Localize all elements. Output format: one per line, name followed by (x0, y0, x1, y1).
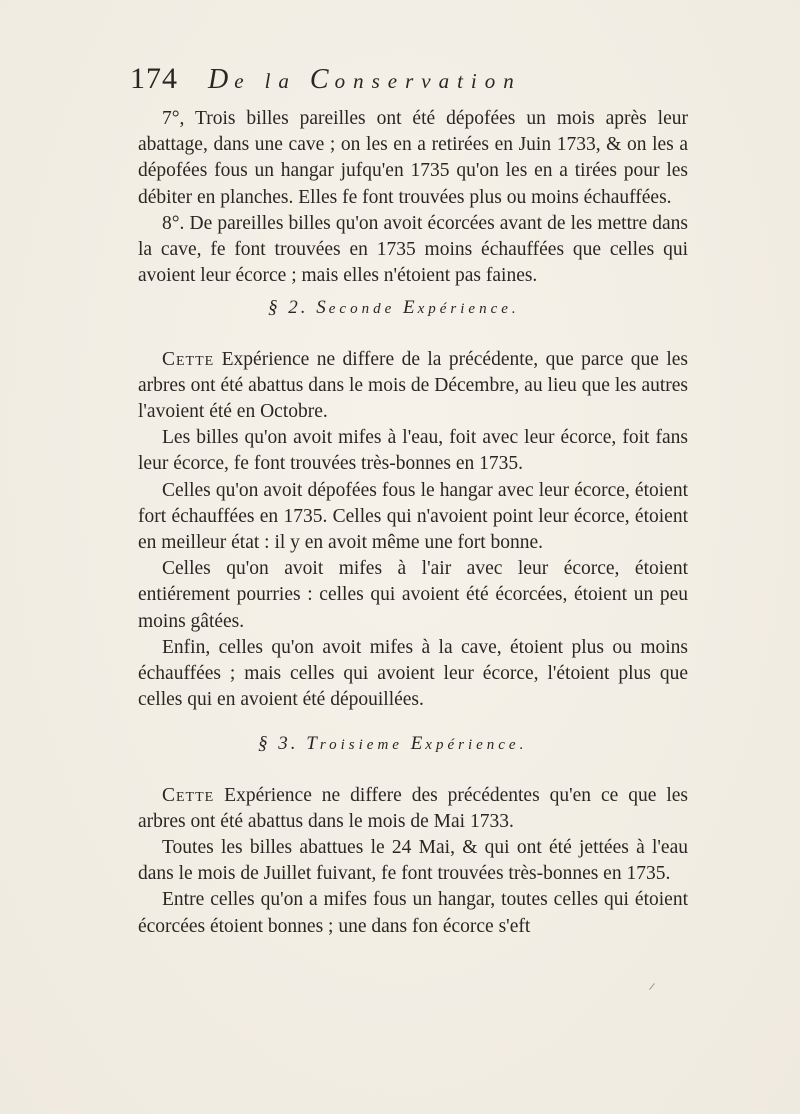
section-heading-3: § 3. Troisieme Expérience. (258, 733, 528, 755)
page-number: 174 (130, 62, 178, 95)
paragraph-s2-cave: Enfin, celles qu'on avoit mifes à la cave, étoient plus ou moins échauffées ; mais celles qui avoient leur écorce, l'étoient plus que celles qui en avoient été dépouillées. (138, 636, 688, 711)
paragraph-8: 8°. De pareilles billes qu'on avoit écorcées avant de les mettre dans la cave, fe font trouvées en 1735 moins échauffées que celles qui avoient leur écorce ; mais elles n'étoient pas faines. (138, 212, 688, 287)
text-body (138, 106, 688, 940)
paragraph-s3-intro: Cette Expérience ne differe des précédentes qu'en ce que les arbres ont été abattus dans le mois de Mai 1733. (138, 784, 688, 832)
paragraph-s3-hangar: Entre celles qu'on a mifes fous un hangar, toutes celles qui étoient écorcées étoient bonnes ; une dans fon écorce s'eft (138, 889, 688, 937)
paragraph-s2-intro: Cette Expérience ne differe de la précédente, que parce que les arbres ont été abattus dans le mois de Décembre, au lieu que les autres l'avoient été en Octobre. (138, 348, 688, 423)
paragraph-7: 7°, Trois billes pareilles ont été dépofées un mois après leur abattage, dans une cave ; on les en a retirées en Juin 1733, & on les a dépofées fous un hangar jufqu'en 1735 qu'on les en a tirées pour les débiter en planches. Elles fe font trouvées plus ou moins échauffées. (138, 108, 688, 208)
section-heading-2: § 2. Seconde Expérience. (268, 297, 520, 319)
running-title: De la Conservation (208, 64, 522, 95)
paragraph-s2-air: Celles qu'on avoit mifes à l'air avec leur écorce, étoient entiérement pourries : celles qui avoient été écorcées, étoient un peu moins gâtées. (138, 558, 688, 632)
paragraph-s2-water: Les billes qu'on avoit mifes à l'eau, foit avec leur écorce, foit fans leur écorce, fe font trouvées très-bonnes en 1735. (138, 427, 688, 475)
paragraph-s2-hangar: Celles qu'on avoit dépofées fous le hangar avec leur écorce, étoient fort échauffées en 1735. Celles qui n'avoient point leur écorce, étoient en meilleur état : il y en avoit même une fort bonne. (138, 479, 688, 554)
stray-mark (649, 983, 655, 990)
page-header (130, 62, 690, 106)
paragraph-s3-water: Toutes les billes abattues le 24 Mai, & qui ont été jettées à l'eau dans le mois de Juillet fuivant, fe font trouvées très-bonnes en 1735. (138, 837, 688, 885)
